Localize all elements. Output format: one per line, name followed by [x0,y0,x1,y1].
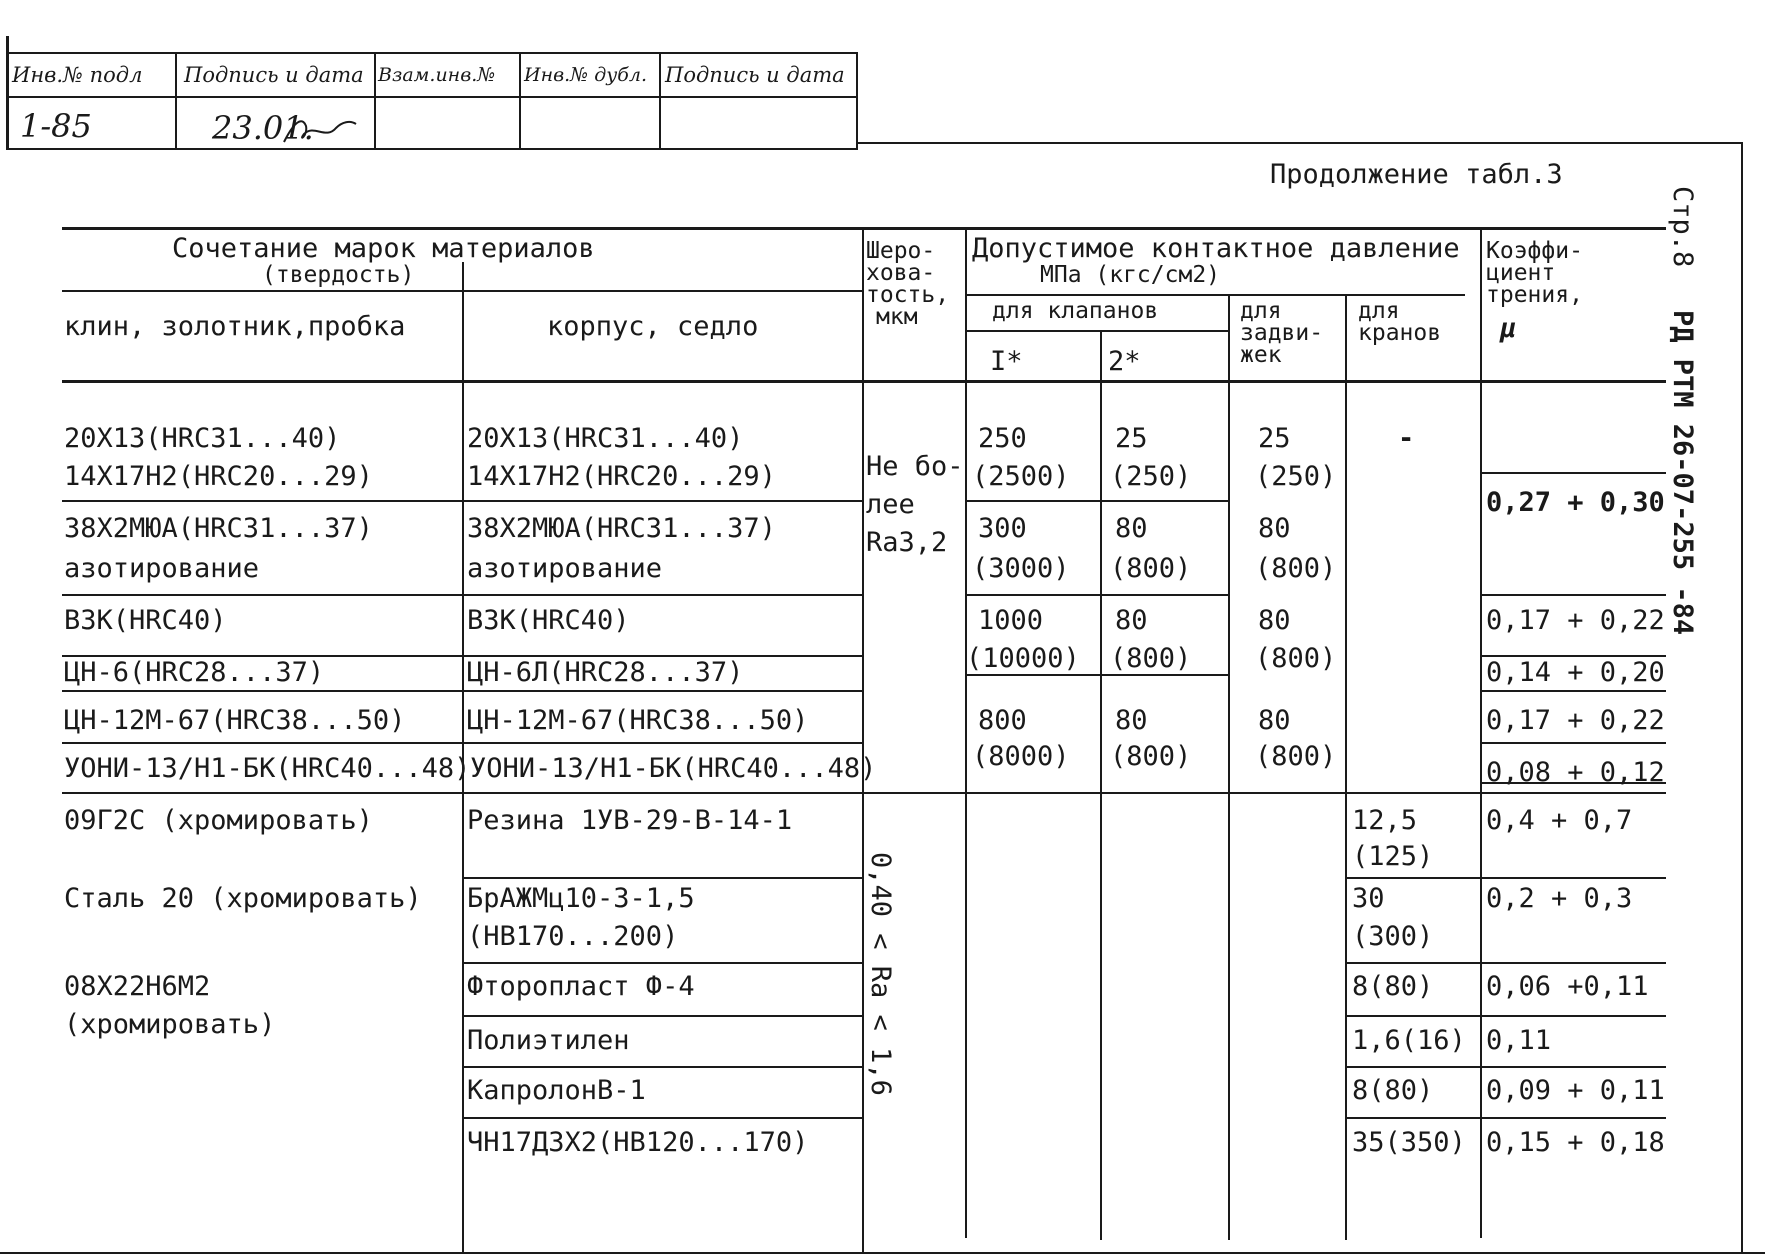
side-doc-label: РД РТМ 26-07-255 -84 [1667,310,1698,636]
row2-wedge-b: азотирование [64,553,260,584]
friction-upper-5: 0,08 + 0,12 [1486,757,1665,788]
row7-body: Резина 1УВ-29-В-14-1 [467,805,793,836]
header-wedge: клин, золотник,пробка [64,311,406,342]
row6-wedge: УОНИ-13/Н1-БК(HRC40...48) [64,753,471,784]
row8-body-b: (НВ170...200) [467,921,679,952]
side-page-label: Стр.8 [1667,186,1698,268]
row2-v1-a: 300 [978,513,1027,544]
row2-body-a: 38Х2МЮА(HRC31...37) [467,513,776,544]
stamp-header-replace: Взам.инв.№ [378,64,496,86]
header-gate-3: жек [1240,342,1282,368]
row3-wedge: В3К(HRC40) [64,605,227,636]
row7-wedge: 09Г2С (хромировать) [64,805,373,836]
row2-wedge-a: 38Х2МЮА(HRC31...37) [64,513,373,544]
friction-upper-4: 0,17 + 0,22 [1486,705,1665,736]
header-pressure-units: МПа (кгс/см2) [1040,262,1221,288]
header-materials: Сочетание марок материалов [172,233,595,264]
header-materials-sub: (твердость) [262,262,415,288]
roughness-lower: 0,40 < Ra < 1,6 [865,852,896,1096]
friction-upper-2: 0,17 + 0,22 [1486,605,1665,636]
row2-v2-a: 80 [1115,513,1148,544]
stamp-header-sign: Подпись и дата [184,63,364,87]
row7-mu: 0,4 + 0,7 [1486,805,1633,836]
row11-body: КапролонВ-1 [467,1075,646,1106]
roughness-upper-2: лее [866,489,915,520]
row3-gate-b: (800) [1255,643,1337,674]
header-cocks-1: для [1358,298,1400,324]
header-friction-mu: μ [1500,313,1517,344]
row6-body: УОНИ-13/Н1-БК(HRC40...48) [470,753,877,784]
row8-body-a: БрАЖМц10-3-1,5 [467,883,695,914]
header-valve-2: 2* [1108,346,1141,377]
header-valve-1: I* [990,346,1023,377]
continuation-label: Продолжение табл.3 [1270,159,1563,190]
header-pressure: Допустимое контактное давление [972,233,1460,264]
row9-body: Фторопласт Ф-4 [467,971,695,1002]
row1-body-a: 20Х13(HRC31...40) [467,423,744,454]
row2-gate-b: (800) [1255,553,1337,584]
friction-upper-3: 0,14 + 0,20 [1486,657,1665,688]
row10-body: Полиэтилен [467,1025,630,1056]
row2-v2-b: (800) [1110,553,1192,584]
header-cocks-2: кранов [1358,320,1442,346]
row1-v1-b: (2500) [972,461,1070,492]
row1-cock: - [1398,423,1415,454]
row2-body-b: азотирование [467,553,663,584]
row9-cock: 8(80) [1352,971,1434,1002]
row7-cock-b: (125) [1352,841,1434,872]
roughness-upper-3: Ra3,2 [866,527,948,558]
roughness-upper-1: Не бо- [866,451,964,482]
row5-v1-b: (8000) [972,741,1070,772]
row4-wedge: ЦН-6(HRC28...37) [64,657,325,688]
row1-body-b: 14Х17Н2(HRC20...29) [467,461,776,492]
header-gate-2: задви- [1240,320,1324,346]
header-rough-2: хова- [866,260,936,286]
header-rough-1: Шеро- [866,238,936,264]
header-gate-1: для [1240,298,1282,324]
header-rough-3: тость, [866,282,950,308]
stamp-date-value: 23.01. [212,109,314,147]
row11-cock: 8(80) [1352,1075,1434,1106]
row1-wedge-b: 14Х17Н2(HRC20...29) [64,461,373,492]
row4-body: ЦН-6Л(HRC28...37) [467,657,744,688]
header-body: корпус, седло [547,311,759,342]
row1-gate-b: (250) [1255,461,1337,492]
row11-mu: 0,09 + 0,11 [1486,1075,1665,1106]
header-rough-4: мкм [876,304,918,330]
row7-cock-a: 12,5 [1352,805,1418,836]
row5-wedge: ЦН-12М-67(HRC38...50) [64,705,406,736]
row3-v2-b: (800) [1110,643,1192,674]
row9-mu: 0,06 +0,11 [1486,971,1649,1002]
row10-cock: 1,6(16) [1352,1025,1466,1056]
stamp-inv-value: 1-85 [20,107,92,145]
row3-v2-a: 80 [1115,605,1148,636]
row3-v1-b: (10000) [966,643,1080,674]
row10-mu: 0,11 [1486,1025,1552,1056]
row3-gate-a: 80 [1258,605,1291,636]
row8-cock-b: (300) [1352,921,1434,952]
row9-wedge-b: (хромировать) [64,1009,276,1040]
header-friction-1: Коэффи- [1486,238,1583,264]
row8-mu: 0,2 + 0,3 [1486,883,1633,914]
row12-cock: 35(350) [1352,1127,1466,1158]
row5-v2-b: (800) [1110,741,1192,772]
row5-body: ЦН-12М-67(HRC38...50) [467,705,809,736]
header-friction-3: трения, [1486,282,1583,308]
row12-body: ЧН17Д3Х2(НВ120...170) [467,1127,809,1158]
stamp-header-dup: Инв.№ дубл. [524,64,647,86]
header-valves: для клапанов [992,298,1159,324]
row12-mu: 0,15 + 0,18 [1486,1127,1665,1158]
row8-wedge: Сталь 20 (хромировать) [64,883,422,914]
friction-upper-1: 0,27 + 0,30 [1486,487,1665,518]
row2-v1-b: (3000) [972,553,1070,584]
row1-v2-b: (250) [1110,461,1192,492]
row1-v2-a: 25 [1115,423,1148,454]
row1-v1-a: 250 [978,423,1027,454]
stamp-header-inv: Инв.№ подл [12,63,143,87]
row3-v1-a: 1000 [978,605,1044,636]
row1-gate-a: 25 [1258,423,1291,454]
row3-body: В3К(HRC40) [467,605,630,636]
stamp-header-sign2: Подпись и дата [665,63,845,87]
row5-gate-a: 80 [1258,705,1291,736]
row8-cock-a: 30 [1352,883,1385,914]
row2-gate-a: 80 [1258,513,1291,544]
header-friction-2: циент [1486,260,1556,286]
row1-wedge-a: 20Х13(HRC31...40) [64,423,341,454]
row5-v2-a: 80 [1115,705,1148,736]
row5-v1-a: 800 [978,705,1027,736]
row9-wedge-a: 08Х22Н6М2 [64,971,211,1002]
row5-gate-b: (800) [1255,741,1337,772]
